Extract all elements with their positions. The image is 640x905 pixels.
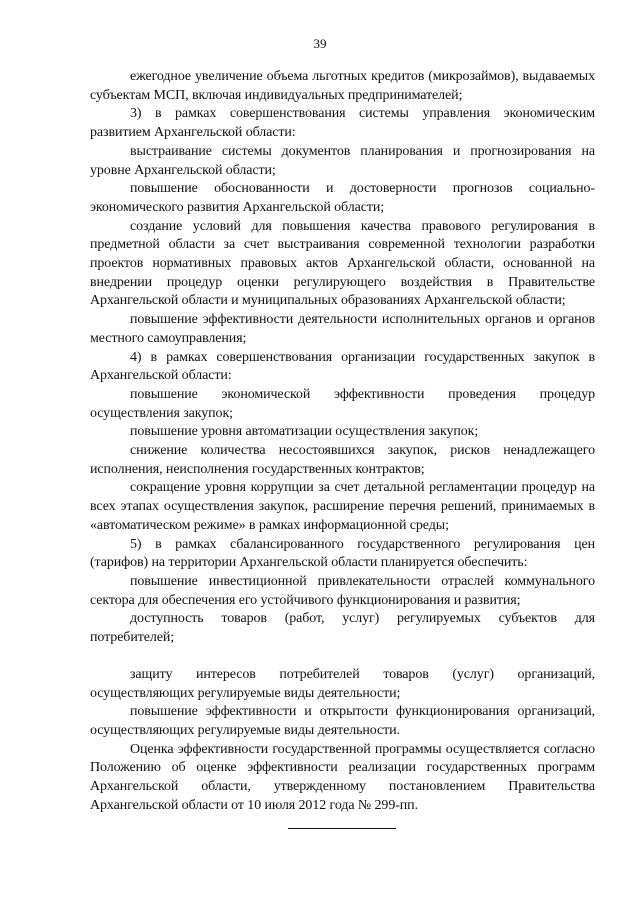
paragraph: повышение обоснованности и достоверности прогнозов социально-экономического развития Архангельской области; — [90, 181, 595, 215]
page-number: 39 — [313, 36, 327, 51]
paragraph: повышение уровня автоматизации осуществления закупок; — [130, 424, 479, 440]
closing-divider — [288, 828, 396, 829]
paragraph: Оценка эффективности государственной программы осуществляется согласно Положению об оценке эффективности реализации государственных программ Архангельской области, утвержденному постановлением Правительства Архангельской области от 10 июля 2012 года № 299-пп. — [90, 741, 595, 813]
paragraph: 4) в рамках совершенствования организации государственных закупок в Архангельской области: — [90, 349, 595, 384]
paragraph: ежегодное увеличение объема льготных кредитов (микрозаймов), выдаваемых субъектам МСП, включая индивидуальных предпринимателей; — [90, 69, 595, 103]
paragraph: сокращение уровня коррупции за счет детальной регламентации процедур на всех этапах осуществления закупок, расширение перечня решений, принимаемых в «автоматическом режиме» в рамках информационной среды; — [90, 480, 595, 533]
paragraph: повышение экономической эффективности проведения процедур осуществления закупок; — [90, 386, 595, 421]
paragraph: доступность товаров (работ, услуг) регулируемых субъектов для потребителей; — [90, 611, 595, 646]
paragraph: 3) в рамках совершенствования системы управления экономическим развитием Архангельской области: — [90, 106, 595, 141]
paragraph: повышение эффективности деятельности исполнительных органов и органов местного самоуправления; — [90, 312, 595, 346]
body-text — [90, 68, 595, 815]
paragraph: повышение эффективности и открытости функционирования организаций, осуществляющих регулируемые виды деятельности. — [90, 704, 595, 738]
paragraph: 5) в рамках сбалансированного государственного регулирования цен (тарифов) на территории Архангельской области планируется обеспечить: — [90, 536, 595, 571]
paragraph: снижение количества несостоявшихся закупок, рисков ненадлежащего исполнения, неисполнения государственных контрактов; — [90, 443, 595, 477]
paragraph: создание условий для повышения качества правового регулирования в предметной области за счет выстраивания современной технологии разработки проектов нормативных правовых актов Архангельской области, основанной на внедрении процедур оценки регулирующего воздействия в Правительстве Архангельской области и муниципальных образованиях Архангельской области; — [90, 218, 595, 309]
paragraph: выстраивание системы документов планирования и прогнозирования на уровне Архангельской области; — [90, 143, 595, 178]
paragraph: повышение инвестиционной привлекательности отраслей коммунального сектора для обеспечения его устойчивого функционирования и развития; — [90, 573, 595, 608]
paragraph: защиту интересов потребителей товаров (услуг) организаций, осуществляющих регулируемые виды деятельности; — [90, 666, 595, 701]
